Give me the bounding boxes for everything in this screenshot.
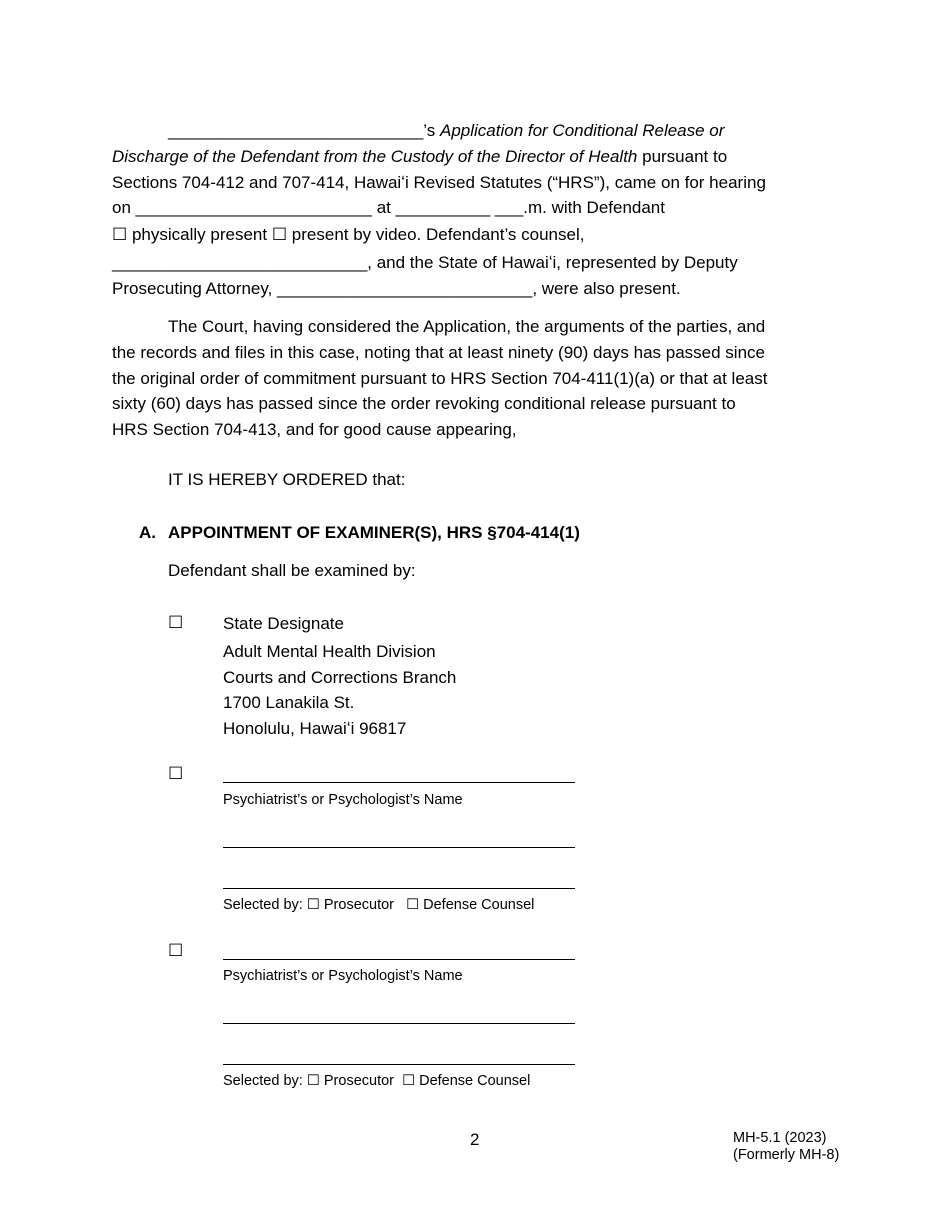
examiner-3-selected-by: Selected by: ☐ Prosecutor ☐ Defense Counsel	[223, 1073, 531, 1089]
prosecutor-checkbox[interactable]: ☐	[306, 1073, 320, 1089]
page-number: 2	[470, 1130, 480, 1149]
intro-line-1: ___________________________’s Application for Conditional Release or	[168, 121, 725, 140]
examiner-2-name-field[interactable]	[223, 782, 575, 783]
form-identifier	[733, 1130, 839, 1164]
state-address-line: Courts and Corrections Branch	[223, 668, 457, 687]
applicant-blank[interactable]: ___________________________	[168, 121, 424, 140]
section-a-title: APPOINTMENT OF EXAMINER(S), HRS §704-414(1)	[168, 523, 580, 542]
examiner-3-checkbox[interactable]: ☐	[168, 941, 184, 960]
examiner-2-selected-by: Selected by: ☐ Prosecutor ☐ Defense Counsel	[223, 897, 535, 913]
intro-line-2: Discharge of the Defendant from the Custody of the Director of Health pursuant to	[112, 147, 728, 166]
physically-present-checkbox[interactable]: ☐	[112, 225, 128, 244]
defense-counsel-checkbox[interactable]: ☐	[402, 1073, 416, 1089]
appearance-line: ☐ physically present ☐ present by video. Defendant’s counsel,	[112, 225, 585, 244]
examiner-2-name-label: Psychiatrist’s or Psychologist’s Name	[223, 792, 463, 808]
prosecutor-checkbox[interactable]: ☐	[306, 897, 320, 913]
court-line-4: sixty (60) days has passed since the order revoking conditional release pursuant to	[112, 394, 736, 413]
prosecutor-line[interactable]: Prosecuting Attorney, ___________________________, were also present.	[112, 279, 681, 298]
intro-line-3: Sections 704-412 and 707-414, Hawaiʻi Revised Statutes (“HRS”), came on for hearing	[112, 173, 766, 192]
section-a-lead: Defendant shall be examined by:	[168, 561, 416, 580]
state-address-line: 1700 Lanakila St.	[223, 693, 355, 712]
form-number: MH-5.1 (2023)	[733, 1130, 827, 1146]
section-a-letter: A.	[139, 523, 156, 542]
examiner-2-line-field[interactable]	[223, 847, 575, 848]
examiner-3-name-label: Psychiatrist’s or Psychologist’s Name	[223, 968, 463, 984]
examiner-2-line-field[interactable]	[223, 888, 575, 889]
defense-counsel-checkbox[interactable]: ☐	[406, 897, 420, 913]
present-by-video-checkbox[interactable]: ☐	[271, 225, 288, 244]
examiner-2-checkbox[interactable]: ☐	[168, 764, 184, 783]
former-form-number: (Formerly MH-8)	[733, 1147, 840, 1163]
state-designate-label: State Designate	[223, 614, 344, 633]
court-line-5: HRS Section 704-413, and for good cause appearing,	[112, 420, 517, 439]
court-line-1: The Court, having considered the Application, the arguments of the parties, and	[168, 317, 766, 336]
state-address-line: Honolulu, Hawaiʻi 96817	[223, 719, 407, 738]
hearing-date-time-line[interactable]: on _________________________ at __________ ___.m. with Defendant	[112, 198, 665, 217]
counsel-line[interactable]: ___________________________, and the State of Hawaiʻi, represented by Deputy	[112, 253, 738, 272]
examiner-3-name-field[interactable]	[223, 959, 575, 960]
application-title: Application for Conditional Release or	[439, 121, 725, 140]
state-designate-checkbox[interactable]: ☐	[168, 613, 184, 632]
court-line-2: the records and files in this case, noting that at least ninety (90) days has passed since	[112, 343, 765, 362]
examiner-3-line-field[interactable]	[223, 1023, 575, 1024]
court-line-3: the original order of commitment pursuant to HRS Section 704-411(1)(a) or that at least	[112, 369, 768, 388]
state-address-line: Adult Mental Health Division	[223, 642, 436, 661]
examiner-3-line-field[interactable]	[223, 1064, 575, 1065]
ordered-statement: IT IS HEREBY ORDERED that:	[168, 470, 406, 489]
